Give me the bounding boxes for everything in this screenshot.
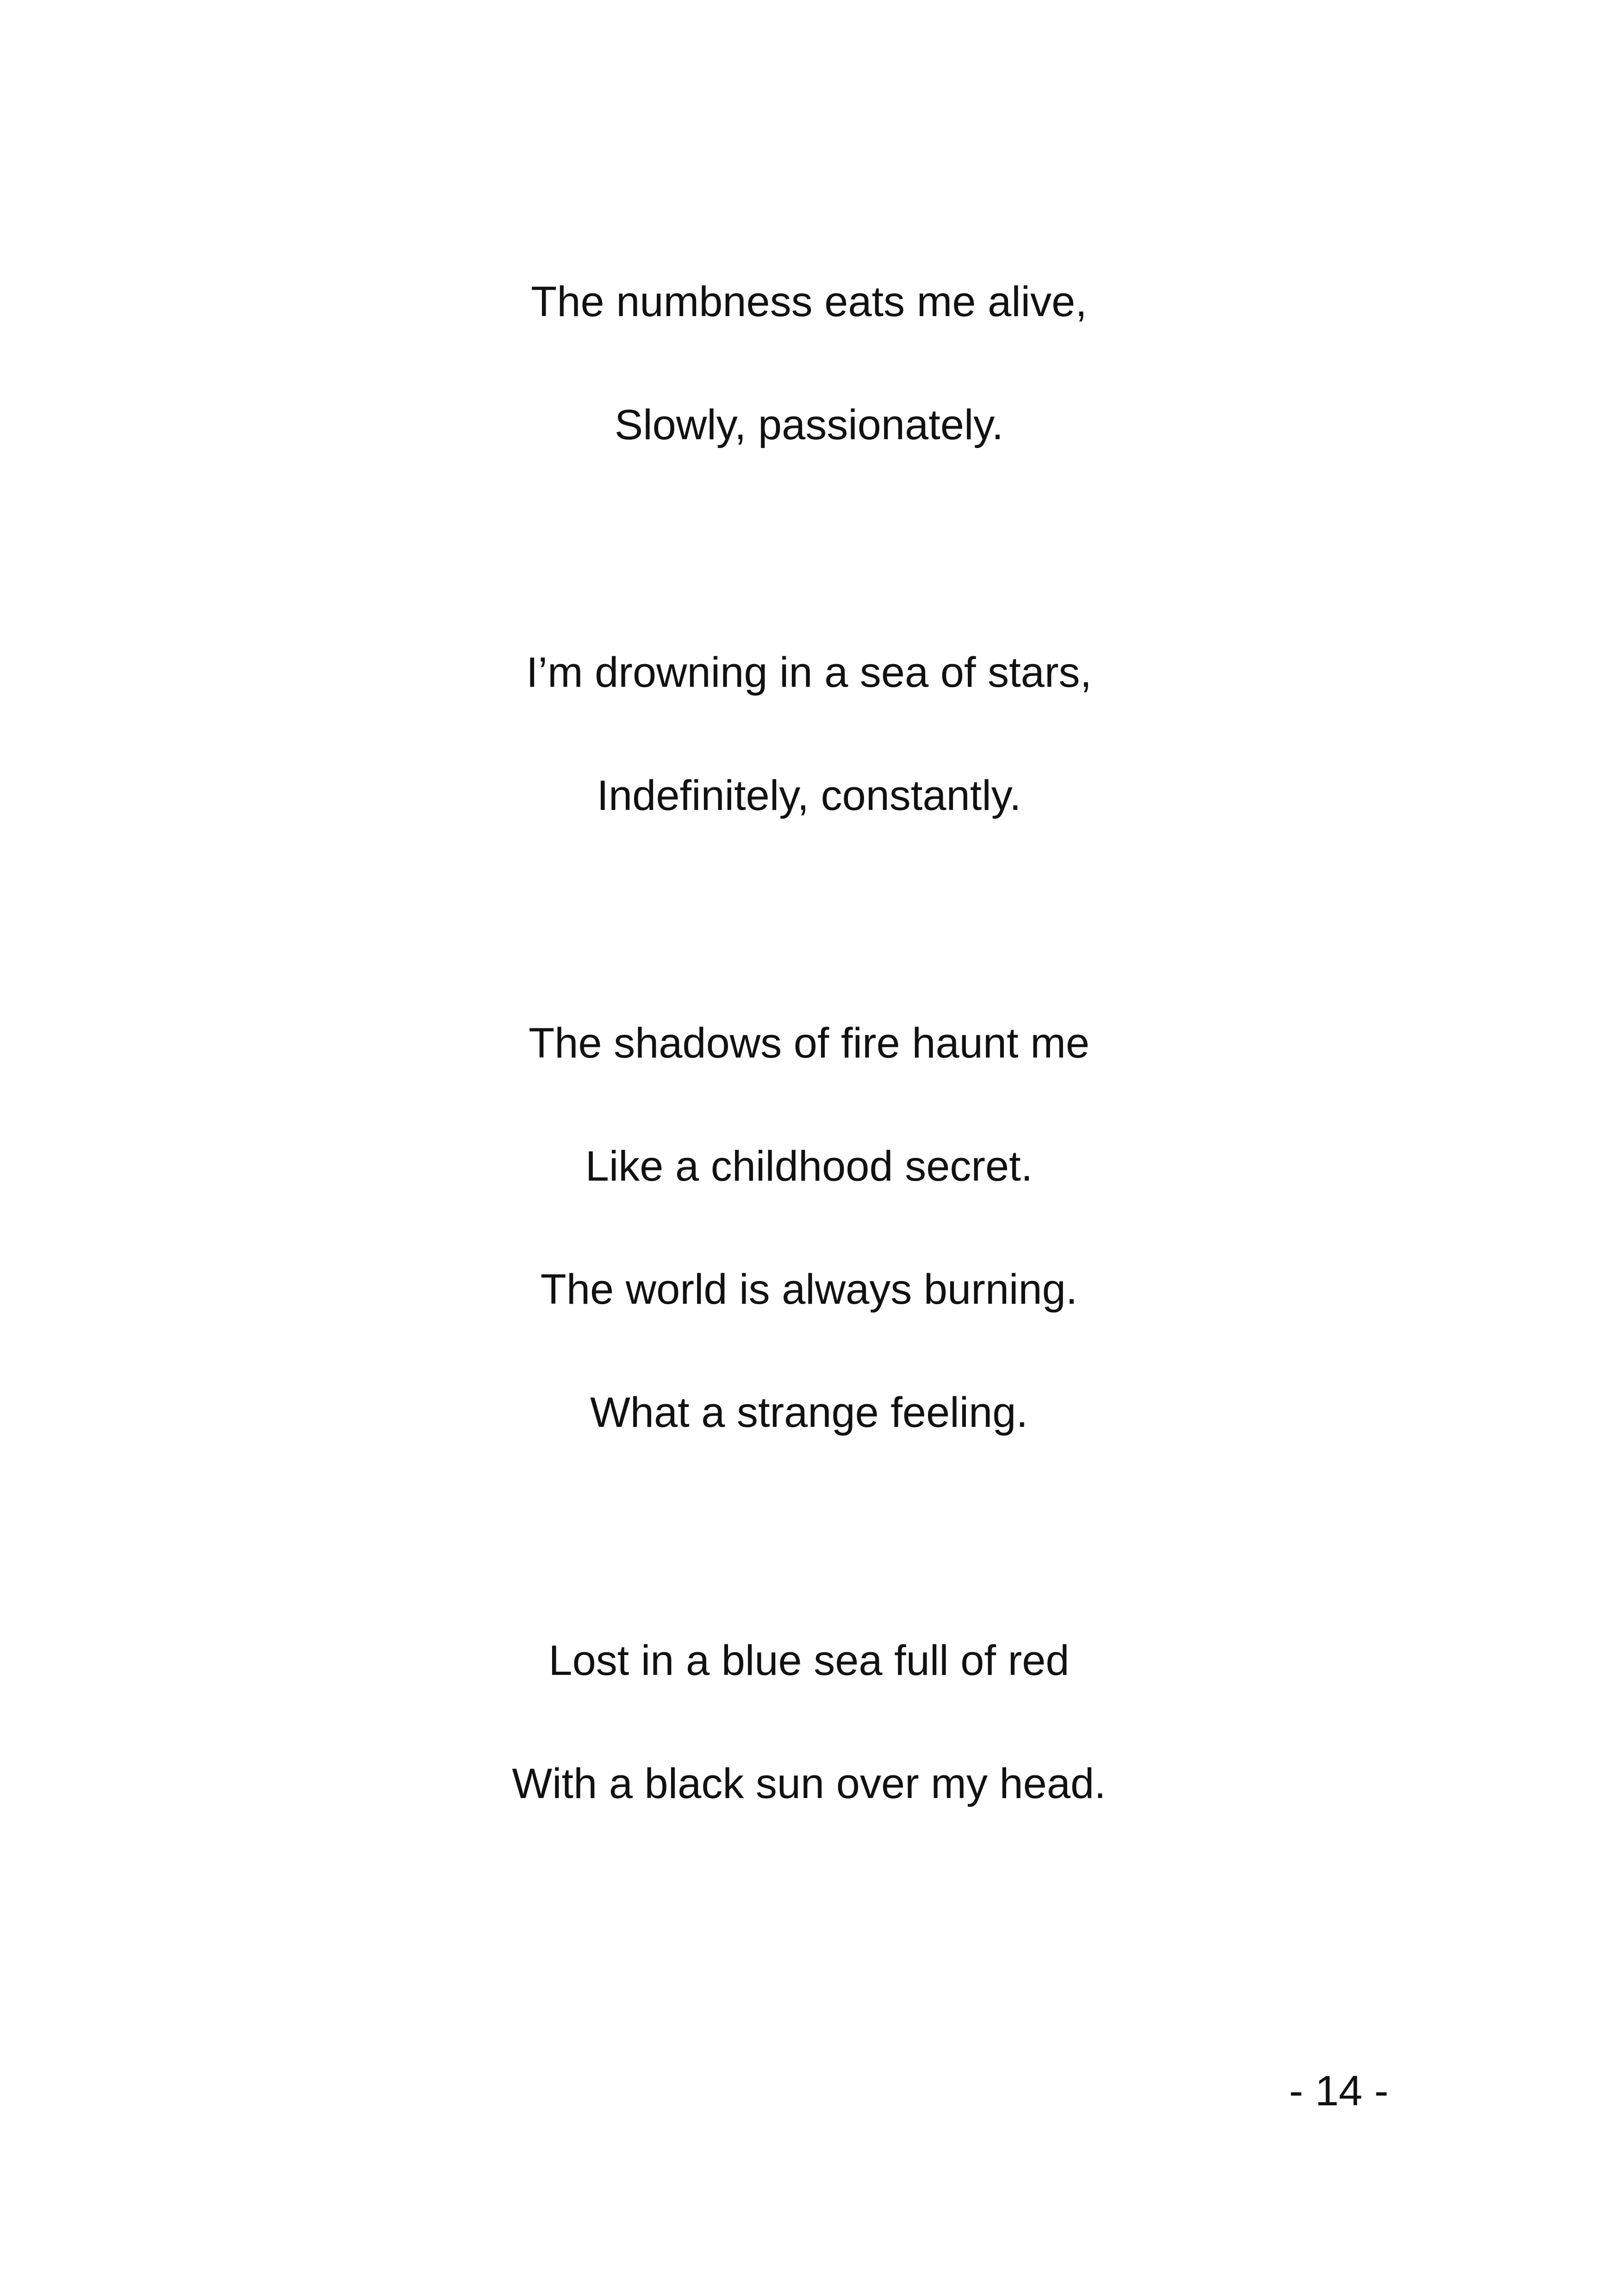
poem-line: The shadows of fire haunt me: [529, 1020, 1089, 1067]
poem-line: Indefinitely, constantly.: [597, 772, 1021, 819]
poem-line: Lost in a blue sea full of red: [548, 1637, 1070, 1684]
poem-line: Slowly, passionately.: [614, 401, 1004, 448]
poem-line: With a black sun over my head.: [512, 1760, 1106, 1807]
poem-line: What a strange feeling.: [590, 1389, 1028, 1436]
poem-line: The numbness eats me alive,: [531, 278, 1087, 325]
poem-line: Like a childhood secret.: [585, 1143, 1033, 1190]
page-number: - 14 -: [1289, 2067, 1388, 2115]
poem-line: I’m drowning in a sea of stars,: [526, 649, 1092, 696]
poem-line: The world is always burning.: [540, 1266, 1078, 1313]
